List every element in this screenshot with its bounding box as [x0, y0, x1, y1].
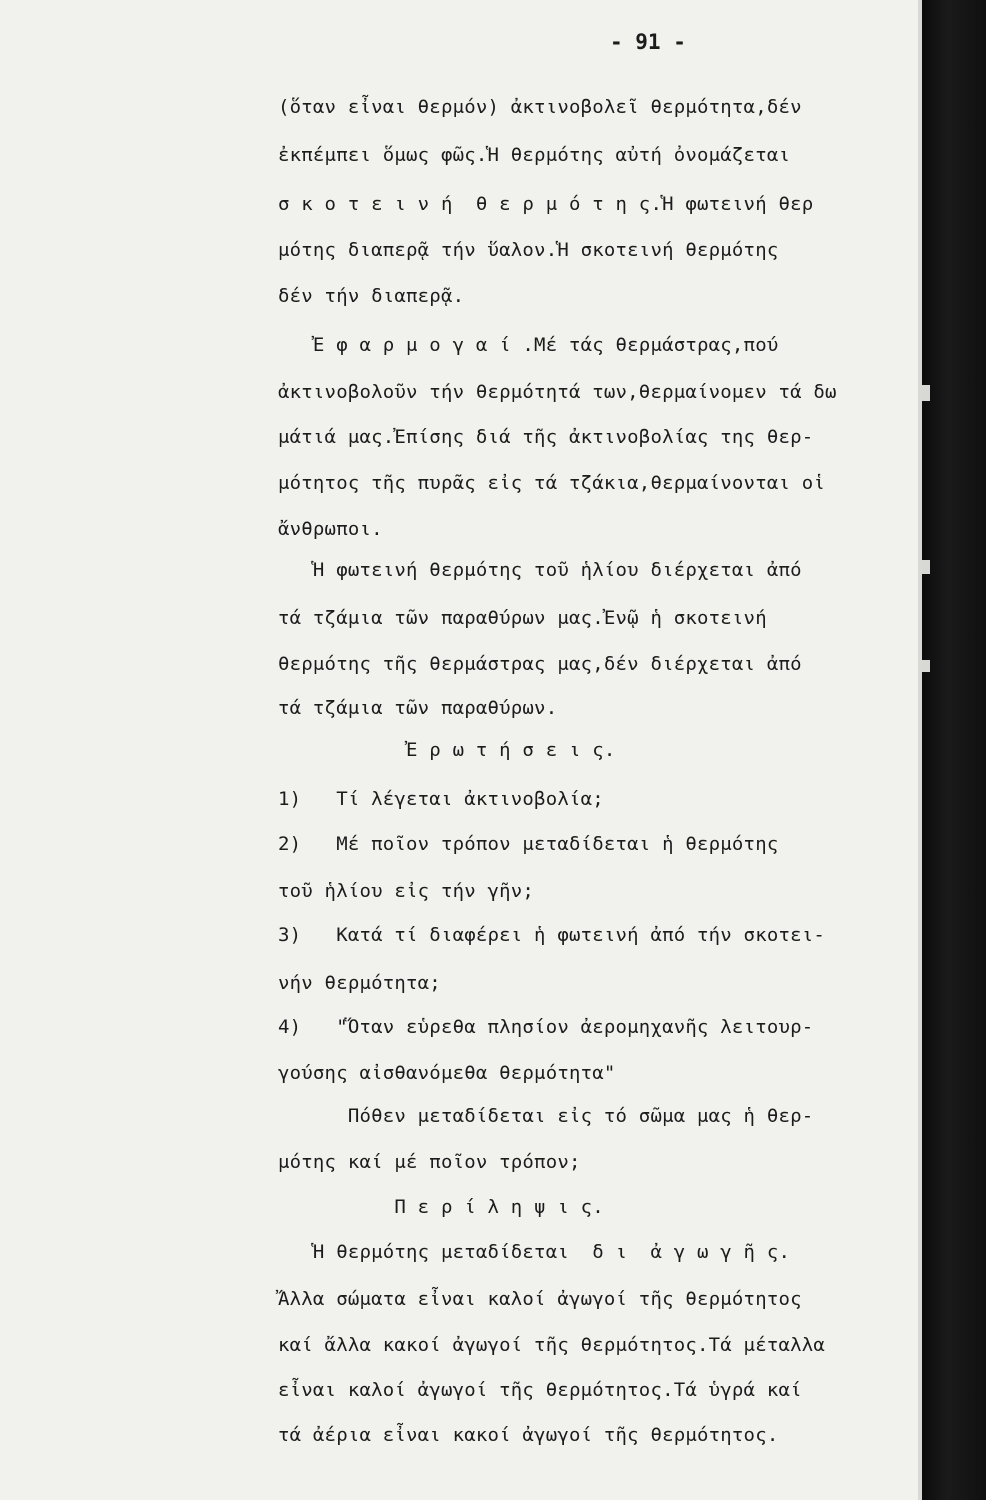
text-line: σ κ ο τ ε ι ν ή θ ε ρ μ ό τ η ς.Ἡ φωτεινή θερ	[278, 193, 814, 215]
text-line: Ἐ φ α ρ μ ο γ α ί .Μέ τάς θερμάστρας,πού	[278, 334, 779, 356]
text-line: δέν τήν διαπερᾷ.	[278, 285, 465, 307]
text-line: ἐκπέμπει ὅμως φῶς.Ἡ θερμότης αὐτή ὀνομάζεται	[278, 144, 791, 166]
text-line: νήν θερμότητα;	[278, 972, 441, 994]
text-line: μάτιά μας.Ἐπίσης διά τῆς ἀκτινοβολίας της θερ-	[278, 426, 814, 448]
text-line: θερμότης τῆς θερμάστρας μας,δέν διέρχεται ἀπό	[278, 653, 802, 675]
text-line: τά τζάμια τῶν παραθύρων μας.Ἐνῷ ἡ σκοτεινή	[278, 607, 767, 629]
page-number: - 91 -	[610, 30, 686, 54]
text-line: τά τζάμια τῶν παραθύρων.	[278, 697, 558, 719]
scan-dark-margin	[922, 0, 986, 1500]
text-line: τά ἀέρια εἶναι κακοί ἀγωγοί τῆς θερμότητος.	[278, 1424, 779, 1446]
section-heading-questions: Ἐ ρ ω τ ή σ ε ι ς.	[278, 739, 616, 761]
text-line: μότης διαπερᾷ τήν ὕαλον.Ἡ σκοτεινή θερμότης	[278, 239, 779, 261]
text-line: Ἄλλα σώματα εἶναι καλοί ἀγωγοί τῆς θερμότητος	[278, 1288, 802, 1310]
text-line: ἄνθρωποι.	[278, 518, 383, 540]
text-line: εἶναι καλοί ἀγωγοί τῆς θερμότητος.Τά ὑγρά καί	[278, 1379, 802, 1401]
text-line: Πόθεν μεταδίδεται εἰς τό σῶμα μας ἡ θερ-	[278, 1105, 814, 1127]
text-line: μότης καί μέ ποῖον τρόπον;	[278, 1151, 581, 1173]
question-1: 1) Τί λέγεται ἀκτινοβολία;	[278, 788, 604, 810]
text-line: Ἡ φωτεινή θερμότης τοῦ ἡλίου διέρχεται ἀπό	[278, 559, 802, 581]
text-line: ἀκτινοβολοῦν τήν θερμότητά των,θερμαίνομεν τά δω	[278, 381, 837, 403]
question-3: 3) Κατά τί διαφέρει ἡ φωτεινή ἀπό τήν σκοτει-	[278, 924, 826, 946]
question-4: 4) "Ὅταν εὑρεθα πλησίον ἀερομηχανῆς λειτουρ-	[278, 1016, 814, 1038]
question-2: 2) Μέ ποῖον τρόπον μεταδίδεται ἡ θερμότης	[278, 833, 779, 855]
section-heading-summary: Π ε ρ ί λ η ψ ι ς.	[278, 1196, 604, 1218]
text-line: μότητος τῆς πυρᾶς εἰς τά τζάκια,θερμαίνονται οἱ	[278, 472, 826, 494]
text-line: καί ἄλλα κακοί ἀγωγοί τῆς θερμότητος.Τά μέταλλα	[278, 1334, 826, 1356]
text-line: γούσης αἰσθανόμεθα θερμότητα"	[278, 1062, 616, 1084]
text-line: Ἡ θερμότης μεταδίδεται δ ι ἀ γ ω γ ῆ ς.	[278, 1241, 791, 1263]
text-line: τοῦ ἡλίου εἰς τήν γῆν;	[278, 880, 535, 902]
text-line: (ὅταν εἶναι θερμόν) ἀκτινοβολεῖ θερμότητα,δέν	[278, 96, 802, 118]
